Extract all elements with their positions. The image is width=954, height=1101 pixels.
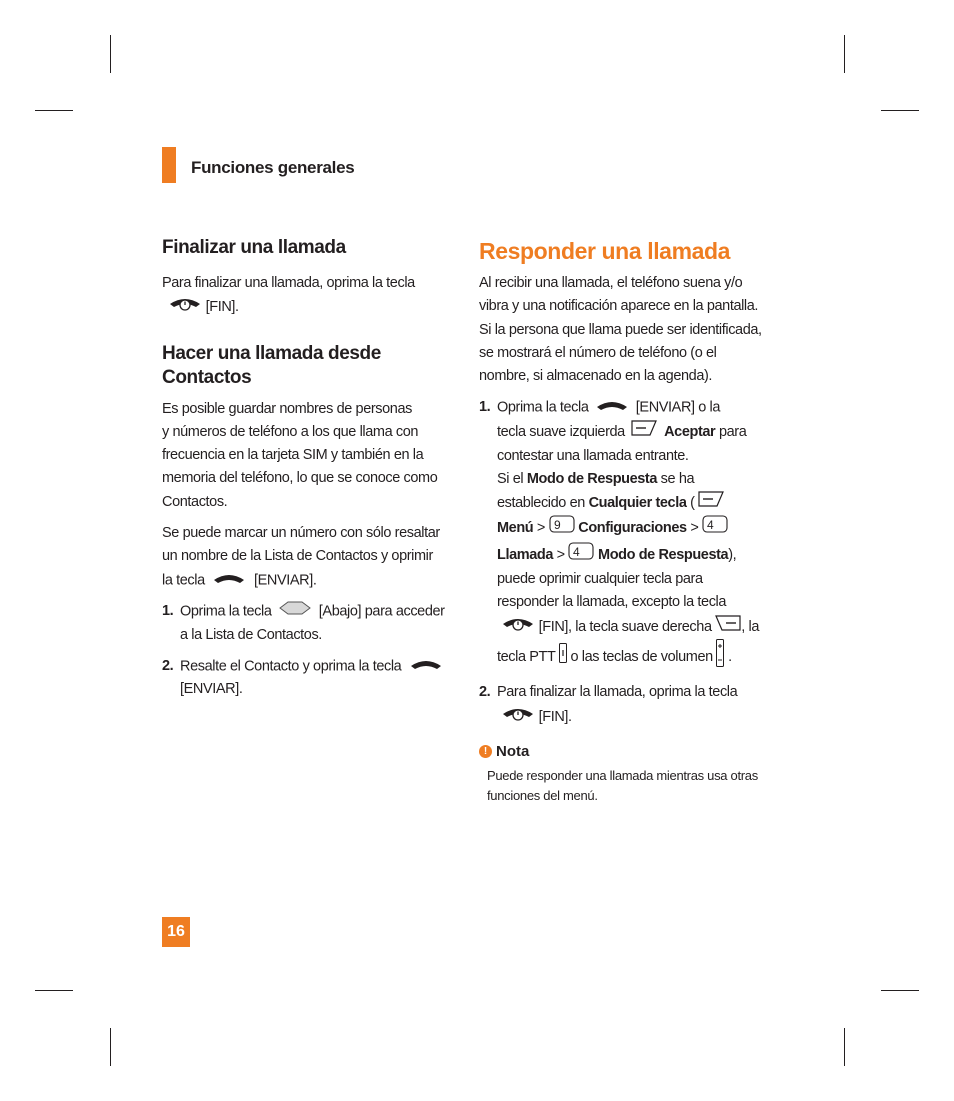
hacer-paragraph-1: Es posible guardar nombres de personas y números de teléfono a los que llama con frecuencia en la tarjeta SIM y también en la memoria del teléfono, lo que se conoce como Contactos. — [162, 400, 438, 510]
hacer-paragraph-2: Se puede marcar un número con sólo resaltar un nombre de la Lista de Contactos y oprimir la tecla [ENVIAR]. — [162, 522, 450, 592]
finalizar-text: Para finalizar una llamada, oprima la tecla [FIN]. — [162, 272, 450, 320]
send-key-icon — [409, 655, 443, 678]
svg-text:4: 4 — [707, 518, 714, 533]
section-marker — [162, 147, 176, 183]
list-item: 2. Para finalizar la llamada, oprima la tecla [FIN]. — [479, 681, 779, 729]
responder-intro: Al recibir una llamada, el teléfono suena y/o vibra y una notificación aparece en la pantalla. Si la persona que llama puede ser identificada, se mostrará el número de teléfono (o el nombre, si almacenado en la agenda). — [479, 275, 762, 385]
svg-text:4: 4 — [573, 544, 580, 559]
key-9-icon — [549, 515, 575, 541]
crop-mark — [35, 110, 73, 111]
ptt-key-icon — [559, 643, 567, 671]
crop-mark — [110, 35, 111, 73]
list-item: 1. Oprima la tecla [Abajo] para acceder a la Lista de Contactos. — [162, 600, 450, 647]
end-key-icon — [501, 705, 535, 729]
heading-hacer: Hacer una llamada desde Contactos — [162, 342, 381, 388]
left-soft-key-icon — [698, 491, 724, 515]
send-key-icon — [595, 396, 629, 419]
crop-mark — [110, 1028, 111, 1066]
end-key-icon — [501, 615, 535, 639]
left-column — [162, 236, 450, 702]
crop-mark — [844, 1028, 845, 1066]
left-soft-key-icon — [631, 420, 657, 444]
end-key-icon — [168, 295, 202, 319]
warning-icon: ! — [479, 745, 492, 758]
crop-mark — [881, 110, 919, 111]
crop-mark — [35, 990, 73, 991]
list-item: 1. Oprima la tecla [ENVIAR] o la tecla suave izquierda Aceptar para contestar una llamada entrante. Si el Modo de Respuesta se ha establecido en Cualquier tecla ( Menú > 9 Configuraciones > 4 Llamada > 4 Modo de Respuesta), puede oprimir cualquier tecla para responder la llamada, excepto la tecla [FIN], la tecla suave derecha , la tecla PTT o las teclas de volumen . — [479, 396, 779, 675]
list-item: 2. Resalte el Contacto y oprima la tecla [ENVIAR]. — [162, 655, 450, 702]
key-4-icon — [568, 542, 594, 568]
crop-mark — [881, 990, 919, 991]
heading-responder: Responder una llamada — [479, 238, 731, 264]
right-soft-key-icon — [715, 615, 741, 639]
section-title: Funciones generales — [191, 158, 355, 177]
note-text: Puede responder una llamada mientras usa otras funciones del menú. — [487, 767, 758, 803]
crop-mark — [844, 35, 845, 73]
send-key-icon — [212, 569, 246, 592]
volume-keys-icon — [716, 639, 724, 675]
heading-finalizar: Finalizar una llamada — [162, 237, 346, 258]
svg-text:9: 9 — [553, 518, 560, 533]
page-number: 16 — [162, 917, 190, 947]
right-column — [479, 236, 779, 806]
key-4-icon — [702, 515, 728, 541]
nav-down-key-icon — [278, 600, 312, 623]
note-heading: ! Nota — [479, 743, 779, 760]
